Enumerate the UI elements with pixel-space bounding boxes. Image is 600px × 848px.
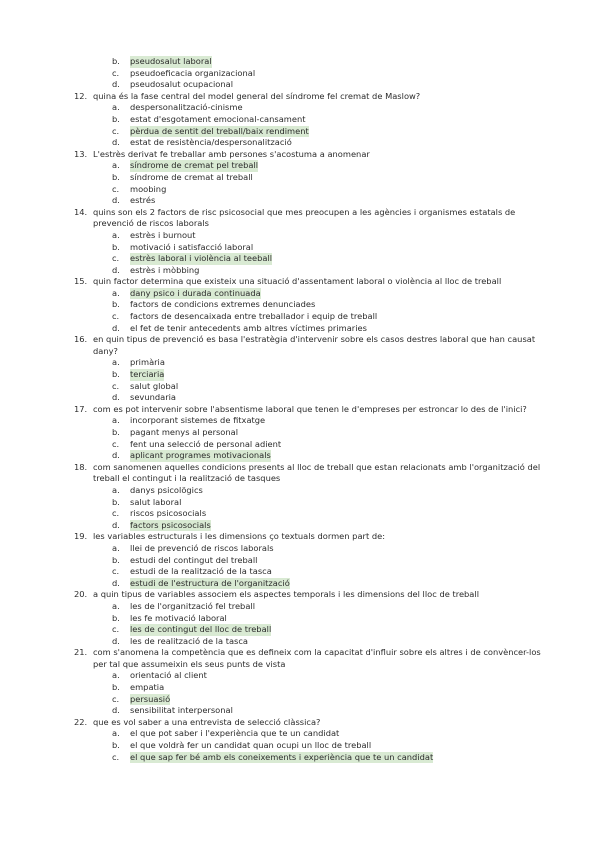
option-letter: a. xyxy=(112,484,120,495)
option-text: les de l'organització fel treball xyxy=(130,600,256,611)
option-letter: b. xyxy=(112,682,120,693)
question-heading xyxy=(0,404,600,416)
option-text: factors de desencaixada entre treballador i equip de treball xyxy=(130,311,378,322)
question-text: les variables estructurals i les dimensions ço textuals dormen part de: xyxy=(93,531,386,542)
option-letter: a. xyxy=(112,670,120,681)
answer-option xyxy=(0,682,600,694)
answer-option xyxy=(0,670,600,682)
option-text: estat de resistència/despersonalització xyxy=(130,137,292,148)
question-text: L'estrès derivat fe treballar amb persones s'acostuma a anomenar xyxy=(93,148,370,159)
question-number: 22. xyxy=(74,716,88,727)
answer-option xyxy=(0,439,600,451)
option-letter: d. xyxy=(112,577,120,588)
option-text: les de realització de la tasca xyxy=(130,635,249,646)
option-text: estrés xyxy=(130,195,156,206)
option-letter: c. xyxy=(112,438,120,449)
question-text: a quin tipus de variables associem els aspectes temporals i les dimensions del lloc de treball xyxy=(93,589,480,600)
option-text: les fe motivació laboral xyxy=(130,612,227,623)
answer-option xyxy=(0,415,600,427)
option-text: el fet de tenir antecedents amb altres víctimes primaries xyxy=(130,322,367,333)
answer-option xyxy=(0,195,600,207)
question-text: quina és la fase central del model general del síndrome fel cremat de Maslow? xyxy=(93,90,421,101)
question-block xyxy=(0,404,600,462)
option-letter: c. xyxy=(112,624,120,635)
answer-option xyxy=(0,323,600,335)
option-letter: d. xyxy=(112,519,120,530)
question-block xyxy=(0,647,600,717)
answer-option xyxy=(0,520,600,532)
option-letter: d. xyxy=(112,195,120,206)
option-letter: b. xyxy=(112,113,120,124)
option-text-correct: estrès laboral i violència al teeball xyxy=(130,253,273,264)
question-number: 20. xyxy=(74,589,88,600)
answer-option xyxy=(0,160,600,172)
option-text: sevundaria xyxy=(130,392,177,403)
option-text: factors de condicions extremes denunciades xyxy=(130,299,316,310)
option-letter: b. xyxy=(112,299,120,310)
option-text: empatia xyxy=(130,682,165,693)
answer-option xyxy=(0,578,600,590)
answer-option xyxy=(0,381,600,393)
question-heading xyxy=(0,276,600,288)
question-block xyxy=(0,589,600,647)
option-text: estrès i mòbbing xyxy=(130,264,200,275)
question-block xyxy=(0,276,600,334)
question-number: 15. xyxy=(74,276,88,287)
option-text: danys psicolögics xyxy=(130,484,203,495)
answer-option xyxy=(0,636,600,648)
option-letter: c. xyxy=(112,67,120,78)
answer-option xyxy=(0,299,600,311)
question-text: quin factor determina que existeix una situació d'assentament laboral o violència al lloc de treball xyxy=(93,276,502,287)
option-letter: c. xyxy=(112,508,120,519)
option-text-correct: factors psicosocials xyxy=(130,519,211,530)
answer-option xyxy=(0,508,600,520)
option-text-correct: terciaria xyxy=(130,369,165,380)
option-letter: b. xyxy=(112,171,120,182)
question-number: 12. xyxy=(74,90,88,101)
question-block xyxy=(0,717,600,763)
option-letter: b. xyxy=(112,554,120,565)
option-letter: b. xyxy=(112,241,120,252)
answer-option xyxy=(0,543,600,555)
option-letter: c. xyxy=(112,751,120,762)
option-text-correct: persuasió xyxy=(130,693,171,704)
option-text: el que pot saber i l'experiència que te un candidat xyxy=(130,728,340,739)
option-letter: b. xyxy=(112,612,120,623)
option-letter: d. xyxy=(112,137,120,148)
question-heading xyxy=(0,91,600,103)
option-letter: a. xyxy=(112,415,120,426)
option-text: riscos psicosocials xyxy=(130,508,207,519)
question-text: com es pot intervenir sobre l'absentisme laboral que tenen le d'empreses per estroncar lo des de l'inici? xyxy=(93,403,527,414)
option-letter: d. xyxy=(112,450,120,461)
option-letter: b. xyxy=(112,496,120,507)
question-heading xyxy=(0,531,600,543)
document-page xyxy=(0,56,600,763)
option-letter: b. xyxy=(112,56,120,66)
answer-option xyxy=(0,172,600,184)
question-heading xyxy=(0,647,600,670)
answer-option xyxy=(0,624,600,636)
answer-option xyxy=(0,694,600,706)
answer-option xyxy=(0,427,600,439)
option-text-correct: aplicant programes motivacionals xyxy=(130,450,271,461)
option-text: estrès i burnout xyxy=(130,229,196,240)
question-block xyxy=(0,149,600,207)
question-text: com sanomenen aquelles condicions presents al lloc de treball que estan relacionats amb l'organització del treball el contingut i la realització de tasques xyxy=(93,461,541,484)
option-text-correct: estudi de l'estructura de l'organització xyxy=(130,577,290,588)
option-text: primària xyxy=(130,357,165,368)
question-heading xyxy=(0,334,600,357)
option-letter: c. xyxy=(112,693,120,704)
question-number: 13. xyxy=(74,148,88,159)
question-number: 21. xyxy=(74,647,88,658)
option-text-correct: síndrome de cremat pel treball xyxy=(130,160,259,171)
answer-option xyxy=(0,752,600,764)
option-text-correct: pseudosalut laboral xyxy=(130,56,212,66)
option-text: salut global xyxy=(130,380,179,391)
question-number: 14. xyxy=(74,206,88,217)
option-letter: a. xyxy=(112,542,120,553)
option-letter: c. xyxy=(112,183,120,194)
answer-option xyxy=(0,601,600,613)
option-text: estudi del contingut del treball xyxy=(130,554,258,565)
option-text: moobing xyxy=(130,183,167,194)
question-number: 16. xyxy=(74,334,88,345)
question-number: 19. xyxy=(74,531,88,542)
option-text: salut laboral xyxy=(130,496,182,507)
answer-option xyxy=(0,242,600,254)
option-letter: c. xyxy=(112,566,120,577)
option-letter: d. xyxy=(112,79,120,90)
answer-option xyxy=(0,114,600,126)
question-heading xyxy=(0,207,600,230)
option-text: estat d'esgotament emocional-cansament xyxy=(130,113,306,124)
answer-option xyxy=(0,450,600,462)
option-text: estudi de la realització de la tasca xyxy=(130,566,272,577)
option-letter: b. xyxy=(112,369,120,380)
option-text: sensibilitat interpersonal xyxy=(130,705,233,716)
option-text: despersonalització-cinisme xyxy=(130,102,243,113)
option-letter: d. xyxy=(112,392,120,403)
answer-option xyxy=(0,497,600,509)
option-text: llei de prevenció de riscos laborals xyxy=(130,542,274,553)
question-text: com s'anomena la competència que es defineix com la capacitat d'influir sobre els altres i de convèncer-los per tal que assumeixin els seus punts de vista xyxy=(93,647,541,669)
option-letter: d. xyxy=(112,322,120,333)
question-block xyxy=(0,56,600,91)
answer-option xyxy=(0,705,600,717)
answer-option xyxy=(0,137,600,149)
question-heading xyxy=(0,717,600,729)
answer-option xyxy=(0,288,600,300)
answer-option xyxy=(0,566,600,578)
option-text: síndrome de cremat al treball xyxy=(130,171,253,182)
answer-option xyxy=(0,126,600,138)
option-letter: a. xyxy=(112,102,120,113)
option-letter: a. xyxy=(112,728,120,739)
question-number: 17. xyxy=(74,403,88,414)
option-letter: c. xyxy=(112,125,120,136)
option-text-correct: pèrdua de sentit del treball/baix rendiment xyxy=(130,125,309,136)
option-letter: a. xyxy=(112,357,120,368)
option-letter: d. xyxy=(112,635,120,646)
answer-option xyxy=(0,102,600,114)
option-text: fent una selecció de personal adient xyxy=(130,438,282,449)
option-letter: a. xyxy=(112,229,120,240)
answer-option xyxy=(0,485,600,497)
answer-option xyxy=(0,369,600,381)
question-text: en quin tipus de prevenció es basa l'estratègia d'intervenir sobre els casos destres laboral que han causat dany? xyxy=(93,334,536,356)
option-text-correct: dany psico i durada continuada xyxy=(130,287,261,298)
answer-option xyxy=(0,79,600,91)
answer-option xyxy=(0,613,600,625)
option-letter: b. xyxy=(112,427,120,437)
answer-option xyxy=(0,68,600,80)
answer-option xyxy=(0,555,600,567)
option-text: el que voldrà fer un candidat quan ocupi un lloc de treball xyxy=(130,740,372,751)
option-text: pagant menys al personal xyxy=(130,427,239,437)
answer-option xyxy=(0,728,600,740)
option-letter: b. xyxy=(112,740,120,751)
answer-option xyxy=(0,311,600,323)
answer-option xyxy=(0,740,600,752)
question-heading xyxy=(0,149,600,161)
question-text: que es vol saber a una entrevista de selecció clàssica? xyxy=(93,716,321,727)
option-text-correct: les de contingut del lloc de treball xyxy=(130,624,272,635)
question-heading xyxy=(0,462,600,485)
answer-option xyxy=(0,253,600,265)
answer-option xyxy=(0,56,600,68)
option-letter: a. xyxy=(112,287,120,298)
option-text: motivació i satisfacció laboral xyxy=(130,241,254,252)
option-text-correct: el que sap fer bé amb els coneixements i experiència que te un candidat xyxy=(130,751,434,762)
option-letter: c. xyxy=(112,253,120,264)
answer-option xyxy=(0,230,600,242)
answer-option xyxy=(0,357,600,369)
option-text: orientació al client xyxy=(130,670,207,681)
question-block xyxy=(0,334,600,404)
option-text: pseudosalut ocupacional xyxy=(130,79,233,90)
question-number: 18. xyxy=(74,461,88,472)
question-block xyxy=(0,91,600,149)
option-letter: d. xyxy=(112,264,120,275)
option-letter: c. xyxy=(112,311,120,322)
answer-option xyxy=(0,392,600,404)
question-heading xyxy=(0,589,600,601)
option-text: incorporant sistemes de fitxatge xyxy=(130,415,266,426)
answer-option xyxy=(0,265,600,277)
option-text: pseudoeficacia organizacional xyxy=(130,67,256,78)
question-block xyxy=(0,531,600,589)
option-letter: a. xyxy=(112,160,120,171)
question-block xyxy=(0,462,600,532)
answer-option xyxy=(0,184,600,196)
question-block xyxy=(0,207,600,277)
option-letter: d. xyxy=(112,705,120,716)
question-text: quins son els 2 factors de risc psicosocial que mes preocupen a les agències i organismes estatals de prevenció de riscos laborals xyxy=(93,206,516,229)
option-letter: c. xyxy=(112,380,120,391)
option-letter: a. xyxy=(112,600,120,611)
